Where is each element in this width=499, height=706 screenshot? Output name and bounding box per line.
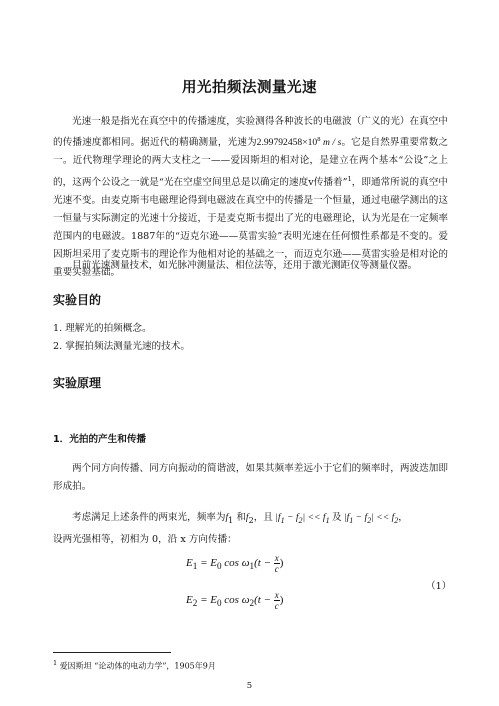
principle-paragraph-2: 考虑满足上述条件的两束光，频率为$f_1$ 和$f_2$，且 $|f_1 - f_2| << f_1$ 及 $|f_1 - f_2| << f_2$， [72, 512, 408, 525]
principle-paragraph-1: 两个同方向传播、同方向振动的简谐波，如果其频率差远小于它们的频率时，两波迭加即形成拍。 [53, 463, 448, 492]
intro-paragraph-2: 目前光速测量技术，如光脉冲测量法、相位法等，还用于激光测距仪等测量仪器。 [72, 260, 418, 271]
fraction-x-over-c: $\frac{x}{c}$ [274, 590, 279, 611]
purpose-item-1: 1. 理解光的拍频概念。 [53, 323, 152, 334]
section-heading-principle: 实验原理 [53, 376, 102, 390]
intro-text-c: ，即通常所说的真空中光速不变。由麦克斯韦电磁理论得到电磁波在真空中的传播是一个恒量，通过电磁学测出的这一恒量与实际测定的光速十分接近，于是麦克斯韦提出了光的电磁理论，认为光是在一定频率范围内的电磁波。1887年的“迈克尔逊——莫雷实验”表明光速在任何惯性系都是不变的。爱因斯坦采用了麦克斯韦的理论作为他相对论的基础之一，而迈克尔逊——莫雷实验是相对论的重要实验基础。 [53, 177, 448, 279]
condition-2: $|f_1 - f_2| << f_2$ [341, 512, 399, 525]
intro-text-a: 光速一般是指光在真空中的传播速度，实验测得各种波长的电磁波（广义的光）在真空中的传播速度都相同。据近代的精确测量，光速为 [53, 116, 448, 149]
intro-text-b: 。它是自然界重要常数之一。近代物理学理论的两大支柱之一——爱因斯坦的相对论，是建立在两个基本“公设”之上的，这两个公设之一就是“光在空虚空间里总是以确定的速度v传播着” [53, 137, 449, 189]
footnote-divider [53, 652, 171, 653]
principle-paragraph-3: 设两光强相等，初相为 0，沿 x 方向传播： [53, 534, 237, 545]
condition-1: $|f_1 - f_2| << f_1$ [272, 512, 330, 525]
equation-number: （1） [426, 581, 452, 592]
page-number: 5 [246, 681, 253, 691]
page-title: 用光拍频法测量光速 [182, 80, 317, 96]
footnote-ref[interactable]: 1 [347, 175, 352, 184]
footnote: $^1$ 爱因斯坦 “论动体的电动力学”，1905年9月 [53, 659, 216, 671]
section-heading-purpose: 实验目的 [53, 293, 102, 307]
equation-1a: $E_1 = E_0$ $\cos \omega_1(t$ − $\frac{x}{c}$ ) [186, 553, 284, 574]
purpose-item-2: 2. 掌握拍频法测量光速的技术。 [53, 341, 190, 352]
fraction-x-over-c: $\frac{x}{c}$ [274, 553, 279, 574]
equation-1b: $E_2 = E_0$ $\cos \omega_2(t$ − $\frac{x}{c}$ ) [186, 590, 284, 611]
subsection-heading-beat: 1．光拍的产生和传播 [53, 434, 147, 445]
speed-value: $2.99792458\times 10^8$ m / s [256, 136, 342, 149]
